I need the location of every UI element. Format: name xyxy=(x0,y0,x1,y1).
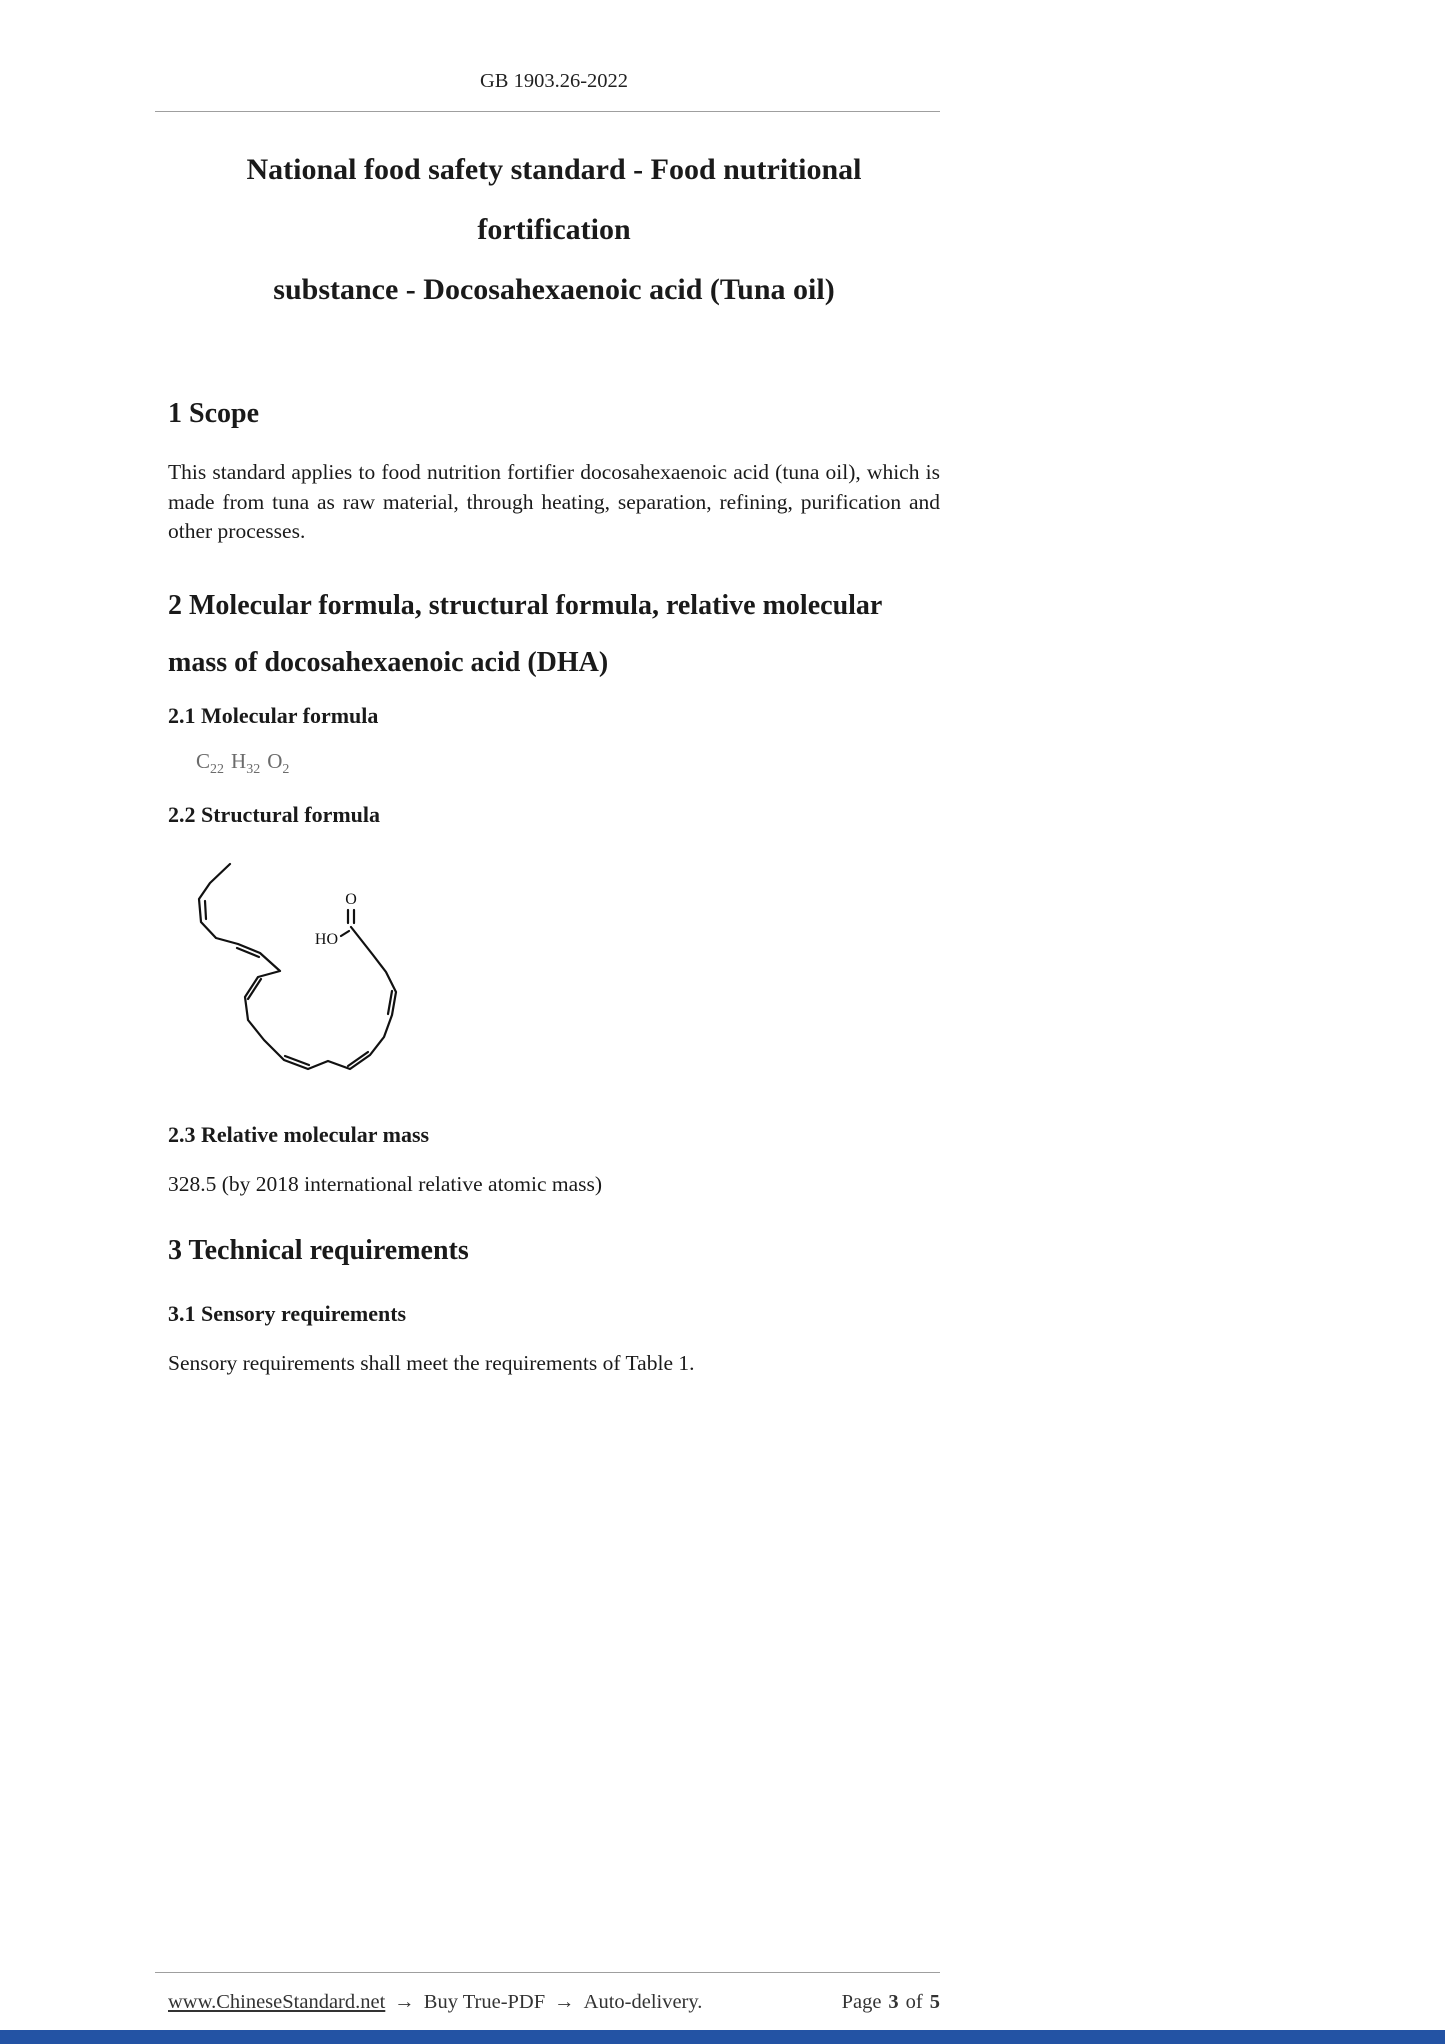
technical-heading: 3 Technical requirements xyxy=(168,1235,469,1267)
carbon-chain xyxy=(199,864,396,1069)
structural-formula-heading: 2.2 Structural formula xyxy=(168,801,381,827)
sensory-body: Sensory requirements shall meet the requirements of Table 1. xyxy=(168,1351,695,1376)
dha-structure xyxy=(182,852,432,1097)
structural-formula-figure xyxy=(182,852,940,1102)
page-label: Page xyxy=(841,1991,882,2013)
hydroxyl-bond xyxy=(341,931,349,936)
page-title-line1: National food safety standard - Food nutritional fortification xyxy=(246,153,862,246)
footer-delivery-text: Auto-delivery. xyxy=(583,1991,703,2013)
molecular-formula-heading: 2.1 Molecular formula xyxy=(168,702,379,728)
document-content xyxy=(168,0,940,1379)
scope-body: This standard applies to food nutrition fortifier docosahexaenoic acid (tuna oil), which is made from tuna as raw material, through heating, separation, refining, purification and other processes. xyxy=(168,460,940,543)
page-indicator xyxy=(842,1991,940,2014)
page-title-line2: substance - Docosahexaenoic acid (Tuna oil) xyxy=(273,273,835,306)
footer-source-line xyxy=(168,1991,702,2014)
page-title xyxy=(168,140,940,320)
page-total: 5 xyxy=(929,1991,940,2013)
molecular-heading-line2: mass of docosahexaenoic acid (DHA) xyxy=(168,646,609,678)
header-divider xyxy=(155,111,940,112)
arrow-right-icon: → xyxy=(554,1991,575,2013)
formula-oxygen: $O_2$ xyxy=(267,748,290,777)
hydroxyl-label: HO xyxy=(314,930,338,948)
scope-heading: 1 Scope xyxy=(168,398,259,429)
molecular-mass-value: 328.5 (by 2018 international relative atomic mass) xyxy=(168,1171,603,1196)
accent-bar xyxy=(0,2030,1445,2044)
molecular-heading xyxy=(168,577,940,691)
molecular-heading-line1: 2 Molecular formula, structural formula, relative molecular xyxy=(168,589,883,621)
page-current: 3 xyxy=(888,1991,899,2013)
formula-hydrogen: $H_{32}$ xyxy=(231,748,261,777)
doc-number: GB 1903.26-2022 xyxy=(479,70,629,92)
molecular-formula xyxy=(168,749,940,778)
molecular-mass-heading: 2.3 Relative molecular mass xyxy=(168,1121,430,1147)
page-of-label: of xyxy=(905,1991,923,2013)
formula-carbon: $C_{22}$ xyxy=(196,748,225,777)
double-bond-1 xyxy=(205,901,206,919)
carbonyl-oxygen-label: O xyxy=(345,890,357,908)
sensory-heading: 3.1 Sensory requirements xyxy=(168,1301,407,1327)
double-bond-6 xyxy=(388,991,392,1014)
double-bond-2 xyxy=(237,948,259,957)
footer-divider xyxy=(155,1972,940,1973)
arrow-right-icon: → xyxy=(394,1991,415,2013)
footer-site-link[interactable]: www.ChineseStandard.net xyxy=(168,1991,386,2013)
double-bond-4 xyxy=(285,1056,309,1065)
page-footer xyxy=(168,1991,940,2014)
footer-buy-text: Buy True-PDF xyxy=(423,1991,546,2013)
